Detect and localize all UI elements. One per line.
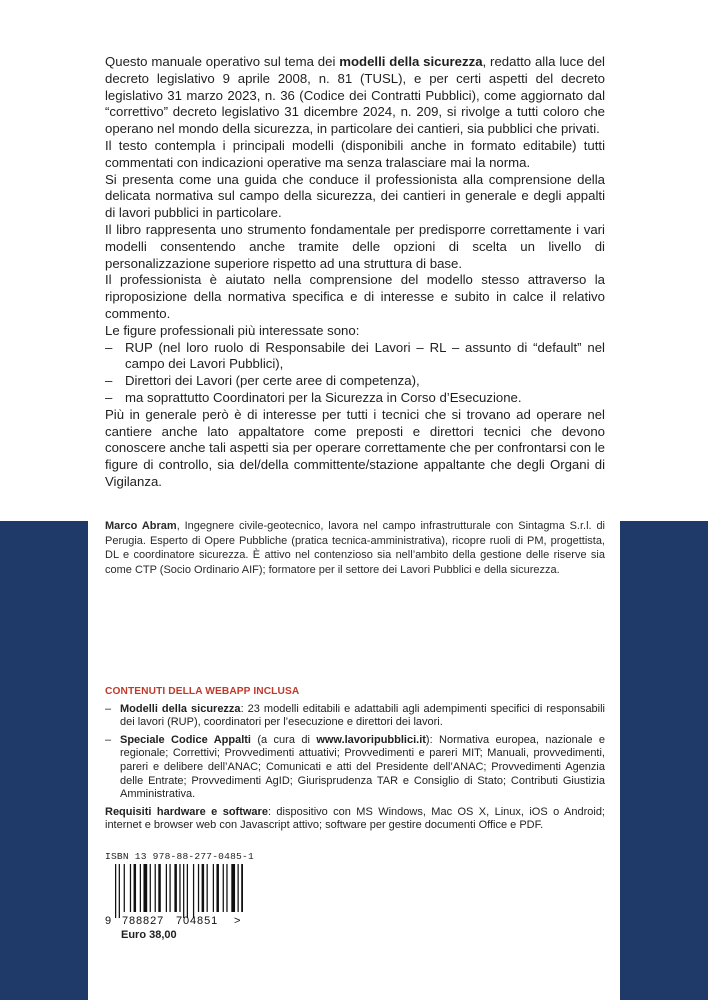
author-bio-text: , Ingegnere civile-geotecnico, lavora nel campo infrastrutturale con Sintagma S.r.l. di Perugia. Esperto di Opere Pubbliche (pratica tecnica-amministrativa), ricopre ruoli di PM, progettista, DL e coordinatore sicurezza. È attivo nel contenzioso sia nell’ambito della gestione delle riserve sia come CTP (Socio Ordinario AIF); formatore per il settore dei Lavori Pubblici e della sicurezza. (105, 520, 605, 577)
text-span: : 23 modelli editabili e adattabili agli adempimenti specifici di responsabili dei lavori (RUP), coordinatori per l’esecuzione e direttori dei lavori. (120, 702, 606, 729)
description-paragraph (105, 54, 605, 138)
barcode-bar (183, 864, 184, 918)
description-paragraph: Il libro rappresenta uno strumento fondamentale per predisporre correttamente i vari modelli consentendo anche tramite delle opzioni di scelta un livello di personalizzazione superiore rispetto ad una struttura di base. (105, 221, 605, 271)
description-paragraph: Il testo contempla i principali modelli (disponibili anche in formato editabile) tutti commentati con indicazioni operative ma senza tralasciare mai la norma. (105, 137, 605, 170)
bold-span: Requisiti hardware e software (105, 805, 268, 818)
description-paragraph: Si presenta come una guida che conduce il professionista alla comprensione della delicata normativa sul campo della sicurezza, dei cantieri in generale e degli appalti di lavori pubblici in particolare. (105, 171, 605, 221)
barcode-bar (166, 864, 167, 912)
barcode (103, 864, 243, 926)
barcode-bar (169, 864, 170, 912)
barcode-bar (134, 864, 137, 912)
barcode-digits-right: 704851 (176, 915, 219, 926)
barcode-bar (155, 864, 156, 912)
webapp-contents (105, 685, 605, 833)
barcode-digits-left: 788827 (122, 915, 165, 926)
barcode-bar (143, 864, 147, 912)
list-item (105, 734, 605, 802)
barcode-bar (207, 864, 208, 912)
text-span: : dispositivo con MS Windows, Mac OS X, Linux, iOS o Android; internet e browser web con Javascript attivo; software per gestire documenti Office e PDF. (105, 805, 605, 832)
barcode-bar (158, 864, 161, 912)
website-link: www.lavoripubblici.it (316, 733, 426, 746)
text-span: , redatto alla luce del decreto legislativo 9 aprile 2008, n. 81 (TUSL), e per certi aspetti del decreto legislativo 31 marzo 2023, n. 36 (Codice dei Contratti Pubblici), come aggiornato dal “correttivo” decreto legislativo 31 dicembre 2024, n. 209, si rivolge a tutti coloro che operano nel mondo della sicurezza, in particolare dei cantieri, sia pubblici che privati. (105, 54, 605, 137)
description-paragraph: Le figure professionali più interessate sono: (105, 322, 360, 338)
list-item: – Direttori dei Lavori (per certe aree di competenza), (105, 373, 605, 390)
author-bio (105, 519, 605, 578)
bold-span: Speciale Codice Appalti (120, 733, 251, 746)
bold-span: modelli della sicurezza (339, 54, 483, 69)
barcode-bar (231, 864, 235, 912)
webapp-heading: CONTENUTI DELLA WEBAPP INCLUSA (105, 686, 300, 697)
isbn-label: ISBN 13 978-88-277-0485-1 (105, 851, 254, 862)
description-paragraph: Più in generale però è di interesse per tutti i tecnici che si trovano ad operare nel cantiere anche lato appaltatore come preposti e direttori tecnici che devono conoscere anche tali aspetti sia per operare correttamente che per confrontarsi con le figure di controllo, sia del/della committente/stazione appaltante che degli Organi di Vigilanza. (105, 406, 605, 489)
barcode-bar (213, 864, 214, 912)
barcode-bar (119, 864, 120, 918)
barcode-digit-first: 9 (105, 915, 112, 926)
barcode-bar (115, 864, 116, 918)
text-span: Questo manuale operativo sul tema dei (105, 54, 340, 69)
barcode-bar (174, 864, 177, 912)
barcode-bar (124, 864, 125, 912)
author-name: Marco Abram (105, 520, 177, 532)
description-paragraph: Il professionista è aiutato nella comprensione del modello stesso attraverso la riproposizione della normativa specifica e di interesse e subito in calce il relativo commento. (105, 272, 605, 321)
list-item (105, 703, 605, 730)
list-item: – ma soprattutto Coordinatori per la Sicurezza in Corso d’Esecuzione. (105, 390, 605, 407)
barcode-arrow: > (234, 915, 241, 926)
text-span: ): Normativa europea, nazionale e regionale; Correttivi; Provvedimenti attuativi; Provvedimenti e pareri MIT; Manuali, provvedimenti, pareri e delibere dell’ANAC; Comunicati e atti del Presidente dell’ANAC; Provvedimenti Agenzia delle Entrate; Provvedimenti AgID; Giurisprudenza TAR e Consiglio di Stato; Contributi Giustizia Amministrativa. (120, 733, 605, 801)
barcode-bar (179, 864, 180, 912)
book-description (105, 54, 605, 491)
barcode-bars (115, 864, 243, 918)
barcode-bar (140, 864, 141, 912)
barcode-bar (202, 864, 205, 912)
barcode-bar (241, 864, 243, 912)
list-item: – RUP (nel loro ruolo di Responsabile dei Lavori – RL – assunto di “default” nel campo dei Lavori Pubblici), (105, 340, 605, 374)
webapp-list (105, 703, 605, 802)
price: Euro 38,00 (121, 929, 177, 941)
requirements (105, 806, 605, 833)
professionals-list (105, 340, 605, 407)
barcode-bar (216, 864, 219, 912)
barcode-bar (198, 864, 199, 912)
barcode-bar (150, 864, 151, 912)
barcode-bar (226, 864, 227, 912)
barcode-bar (187, 864, 188, 918)
text-span: (a cura di (250, 733, 317, 746)
bold-span: Modelli della sicurezza (120, 702, 241, 715)
barcode-bar (223, 864, 224, 912)
barcode-bar (238, 864, 239, 912)
barcode-bar (130, 864, 131, 912)
barcode-bar (193, 864, 194, 918)
